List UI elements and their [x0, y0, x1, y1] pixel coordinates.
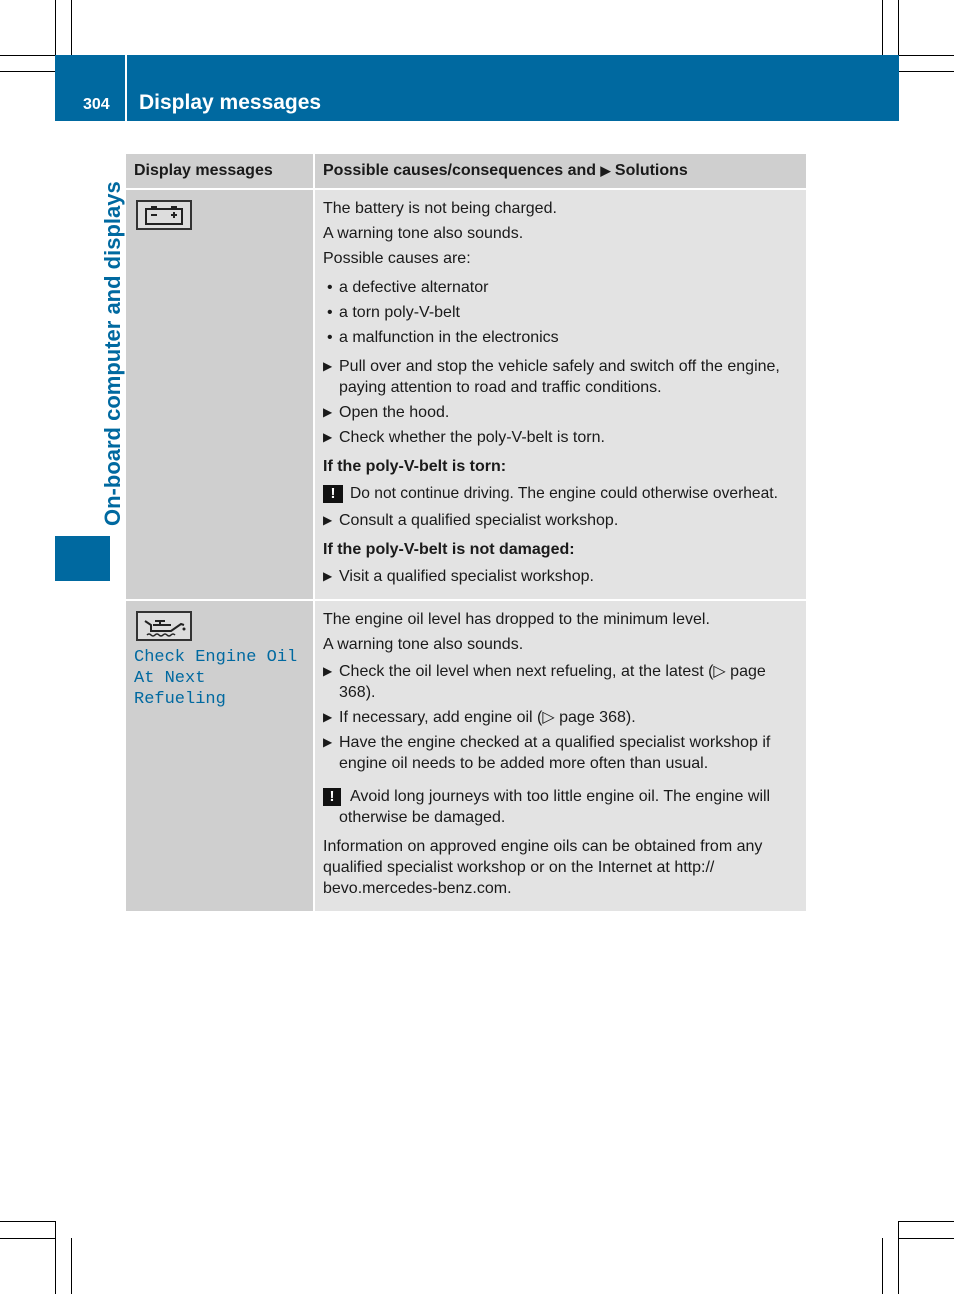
warning-icon: ! [323, 788, 341, 806]
action-step: ▶ Visit a qualified specialist workshop. [323, 568, 594, 585]
page-title: Display messages [139, 91, 322, 114]
text: The engine oil level has dropped to the minimum level. [323, 611, 710, 628]
bullet-icon: • [327, 304, 333, 321]
crop-mark [0, 1238, 55, 1239]
action-step: ▶ If necessary, add engine oil (▷ page 368). [323, 709, 636, 726]
action-step: ▶ Have the engine checked at a qualified specialist workshop if engine oil needs to be added more often than usual. [323, 734, 771, 772]
arrow-icon: ▶ [323, 710, 333, 724]
section-tab [55, 536, 110, 581]
text: A warning tone also sounds. [323, 636, 524, 653]
bullet-icon: • [327, 279, 333, 296]
col-header-text-pre: Possible causes/consequences and [323, 162, 597, 179]
table-row [126, 189, 806, 600]
warning-note: ! Do not continue driving. The engine could otherwise overheat. [323, 483, 798, 504]
text: A warning tone also sounds. [323, 225, 524, 242]
crop-mark [899, 1221, 954, 1222]
crop-mark [0, 55, 55, 56]
text: Possible causes are: [323, 250, 471, 267]
arrow-icon: ▶ [323, 405, 333, 419]
col-header-display-messages: Display messages [126, 154, 314, 189]
col-header-text-post: Solutions [614, 162, 688, 179]
arrow-icon: ▶ [323, 664, 333, 678]
crop-mark [55, 0, 56, 55]
table-header-row [126, 154, 806, 189]
bullet-icon: • [327, 329, 333, 346]
oil-can-icon [136, 611, 192, 641]
list-item: • a defective alternator [327, 279, 489, 296]
header-divider [125, 55, 127, 121]
list-item: • a torn poly-V-belt [327, 304, 460, 321]
solution-cell-battery [314, 189, 806, 600]
subheading: If the poly-V-belt is not damaged: [323, 541, 575, 558]
message-cell-oil [126, 600, 314, 911]
warning-note: ! Avoid long journeys with too little engine oil. The engine will otherwise be damaged. [323, 786, 798, 828]
crop-mark [71, 1238, 72, 1294]
action-step: ▶ Pull over and stop the vehicle safely and switch off the engine, paying attention to road and traffic conditions. [323, 358, 780, 396]
arrow-icon: ▶ [323, 513, 333, 527]
subheading: If the poly-V-belt is torn: [323, 458, 507, 475]
crop-mark [898, 1221, 899, 1294]
battery-icon [136, 200, 192, 230]
crop-mark [71, 0, 72, 55]
message-cell-battery [126, 189, 314, 600]
action-step: ▶ Check the oil level when next refueling, at the latest (▷ page 368). [323, 663, 766, 701]
arrow-icon: ▶ [600, 163, 611, 178]
crop-mark [898, 0, 899, 55]
warning-icon: ! [323, 485, 343, 503]
crop-mark [899, 71, 954, 72]
display-messages-table [126, 154, 806, 911]
table-row [126, 600, 806, 911]
action-step: ▶ Consult a qualified specialist workshop. [323, 512, 619, 529]
crop-mark [0, 1221, 55, 1222]
text: The battery is not being charged. [323, 200, 557, 217]
arrow-icon: ▶ [323, 735, 333, 749]
crop-mark [882, 0, 883, 55]
arrow-icon: ▶ [323, 430, 333, 444]
crop-mark [899, 55, 954, 56]
arrow-icon: ▶ [323, 569, 333, 583]
page-number: 304 [83, 96, 110, 113]
crop-mark [899, 1238, 954, 1239]
solution-cell-oil [314, 600, 806, 911]
crop-mark [882, 1238, 883, 1294]
col-header-causes-solutions [314, 154, 806, 189]
text: Information on approved engine oils can be obtained from any qualified specialist workshop or on the Internet at http:// bevo.mercedes-benz.com. [323, 838, 763, 897]
page-header [55, 55, 899, 121]
display-message-text: Check Engine Oil At Next Refueling [134, 648, 298, 709]
section-title-vertical: On-board computer and displays [100, 181, 125, 526]
list-item: • a malfunction in the electronics [327, 329, 559, 346]
crop-mark [55, 1221, 56, 1294]
action-step: ▶ Open the hood. [323, 404, 450, 421]
crop-mark [0, 71, 55, 72]
arrow-icon: ▶ [323, 359, 333, 373]
action-step: ▶ Check whether the poly-V-belt is torn. [323, 429, 605, 446]
